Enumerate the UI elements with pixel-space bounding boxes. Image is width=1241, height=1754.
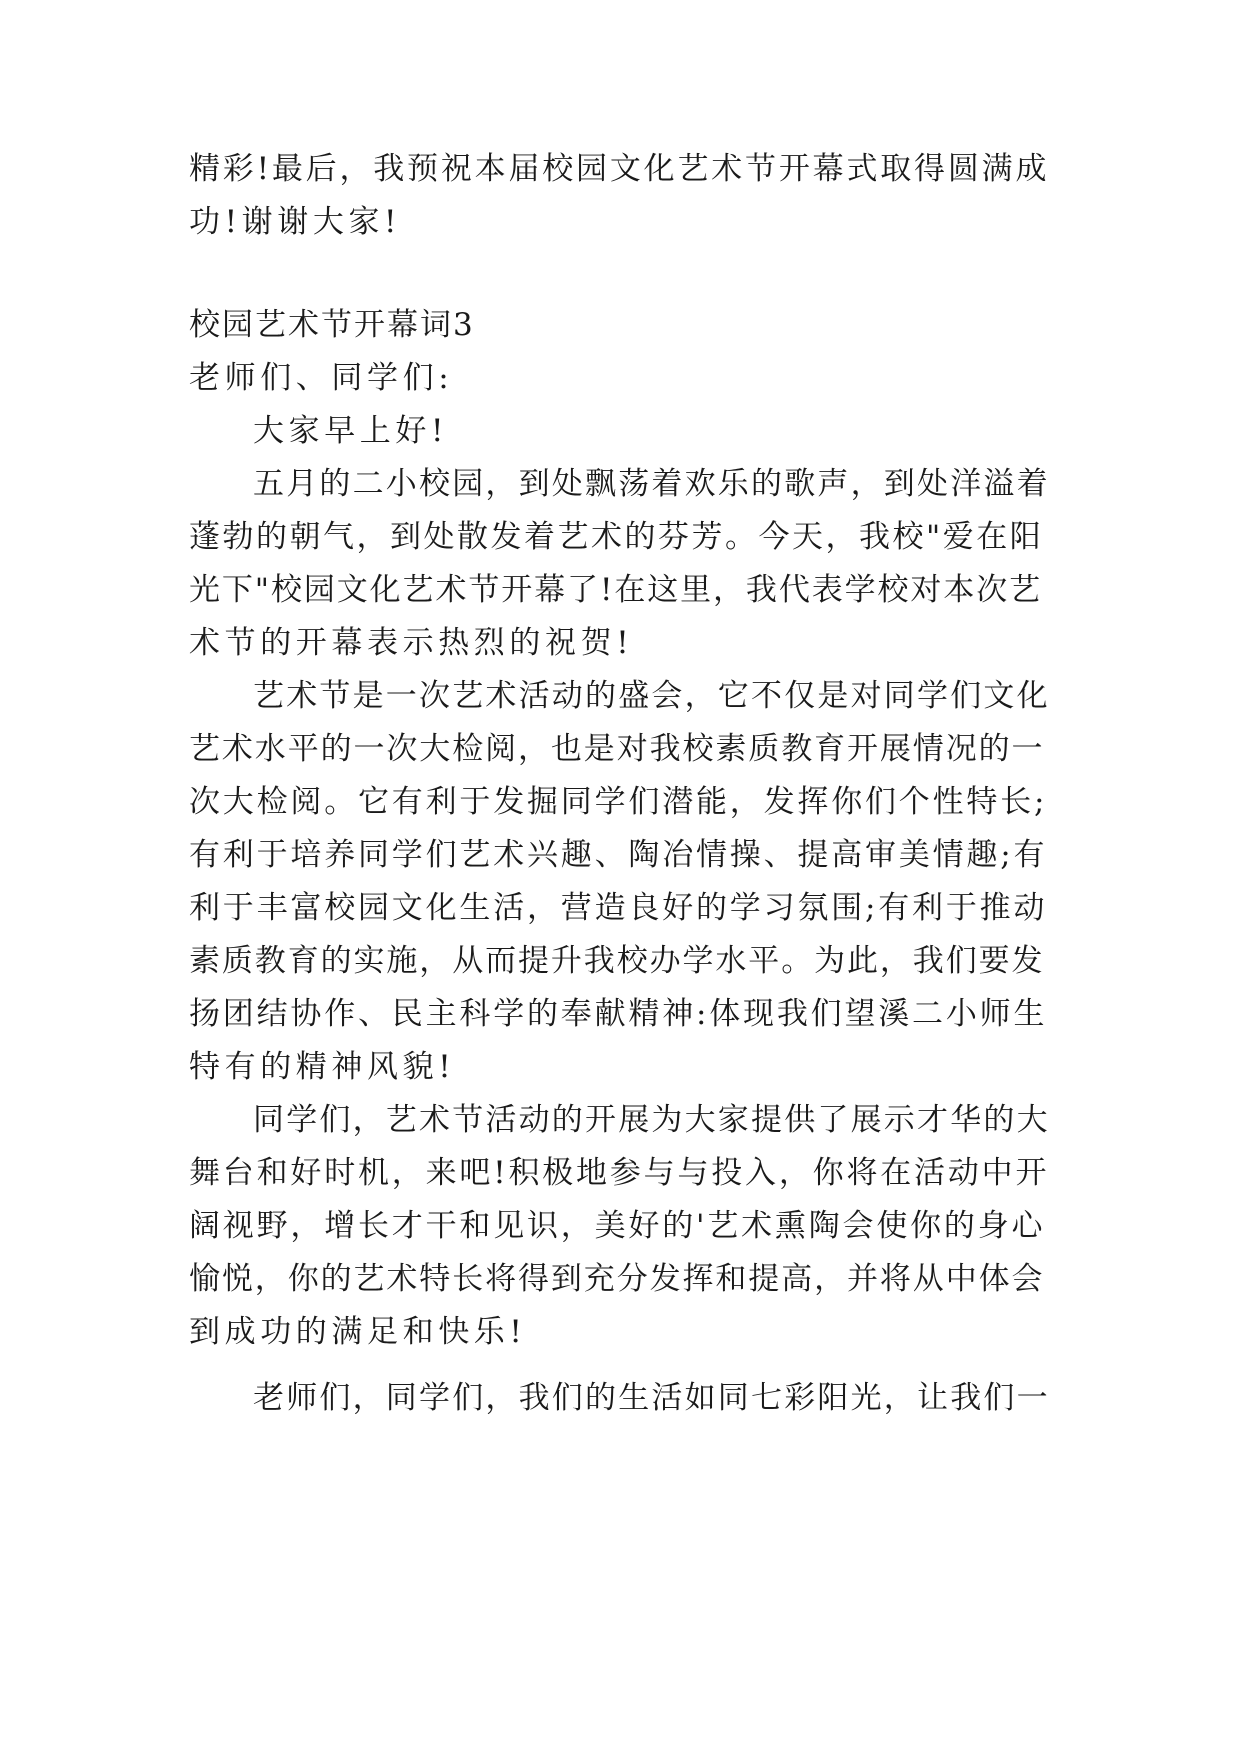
paragraph-line: 蓬勃的朝气，到处散发着艺术的芬芳。今天，我校"爱在阳	[189, 519, 1044, 555]
paragraph-line: 利于丰富校园文化生活，营造良好的学习氛围;有利于推动	[189, 890, 1048, 926]
paragraph-line: 精彩!最后，我预祝本届校园文化艺术节开幕式取得圆满成	[189, 151, 1050, 187]
paragraph-line: 五月的二小校园，到处飘荡着欢乐的歌声，到处洋溢着	[253, 466, 1050, 502]
paragraph-line: 次大检阅。它有利于发掘同学们潜能，发挥你们个性特长;	[189, 784, 1048, 820]
paragraph-line: 阔视野，增长才干和见识，美好的'艺术熏陶会使你的身心	[189, 1208, 1046, 1244]
section-title: 校园艺术节开幕词3	[189, 307, 475, 343]
paragraph-line: 光下"校园文化艺术节开幕了!在这里，我代表学校对本次艺	[189, 572, 1043, 608]
paragraph-line: 有利于培养同学们艺术兴趣、陶冶情操、提高审美情趣;有	[189, 837, 1048, 873]
paragraph-line: 艺术水平的一次大检阅，也是对我校素质教育开展情况的一	[189, 731, 1045, 767]
paragraph-line: 同学们，艺术节活动的开展为大家提供了展示才华的大	[253, 1102, 1050, 1138]
paragraph-line: 扬团结协作、民主科学的奉献精神:体现我们望溪二小师生	[189, 996, 1048, 1032]
paragraph-line: 特有的精神风貌!	[189, 1049, 456, 1085]
paragraph-line: 愉悦，你的艺术特长将得到充分发挥和提高，并将从中体会	[189, 1261, 1045, 1297]
salutation: 老师们、同学们:	[189, 360, 454, 396]
paragraph-line: 艺术节是一次艺术活动的盛会，它不仅是对同学们文化	[253, 678, 1050, 714]
paragraph-line: 到成功的满足和快乐!	[189, 1314, 527, 1350]
paragraph-line: 舞台和好时机，来吧!积极地参与与投入，你将在活动中开	[189, 1155, 1050, 1191]
paragraph-line: 功!谢谢大家!	[189, 204, 402, 240]
greeting: 大家早上好!	[253, 413, 449, 449]
paragraph-line: 老师们，同学们，我们的生活如同七彩阳光，让我们一	[253, 1380, 1050, 1416]
paragraph-line: 素质教育的实施，从而提升我校办学水平。为此，我们要发	[189, 943, 1045, 979]
paragraph-line: 术节的开幕表示热烈的祝贺!	[189, 625, 634, 661]
